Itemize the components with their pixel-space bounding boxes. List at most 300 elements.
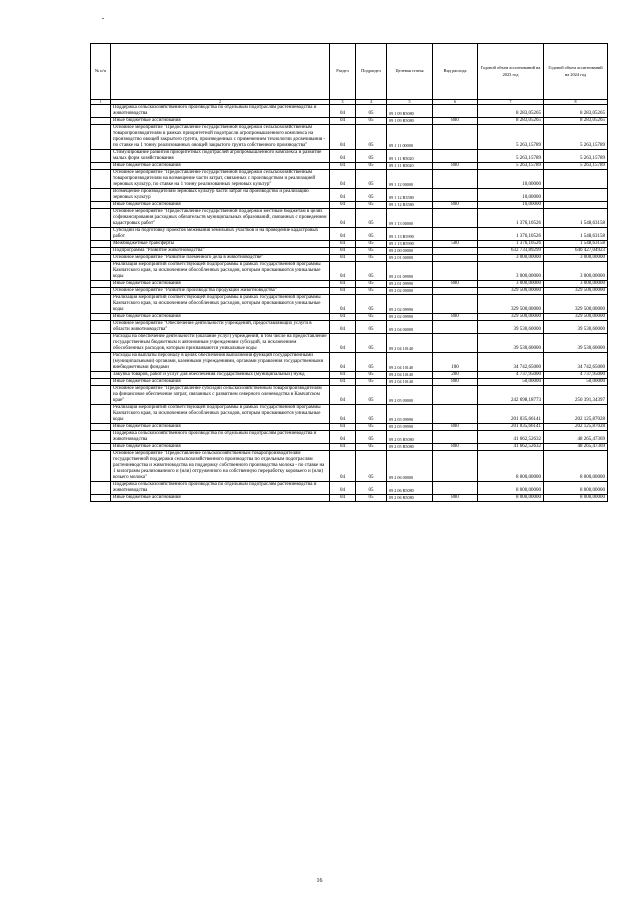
row-number-cell	[91, 424, 111, 431]
expense-name-cell: Поддержка сельскохозяйственного производства по отдельным подотраслям растениеводства и животноводства	[111, 431, 330, 444]
table-row	[91, 202, 608, 209]
razdel-cell: 04	[330, 163, 356, 170]
podrazdel-cell: 05	[356, 118, 387, 125]
row-number-cell	[91, 281, 111, 288]
podrazdel-cell: 05	[356, 314, 387, 321]
column-number: 7	[478, 100, 544, 105]
table-row	[91, 228, 608, 241]
target-article-cell: 09 2 02 09990	[387, 314, 433, 321]
table-row	[91, 424, 608, 431]
expense-type-cell	[433, 209, 478, 228]
amount-2024-cell: 8 000,00000	[544, 495, 608, 502]
razdel-cell: 04	[330, 386, 356, 405]
target-article-cell: 09 2 04 10140	[387, 379, 433, 386]
row-number-cell	[91, 482, 111, 495]
expense-type-cell	[433, 288, 478, 295]
row-number-cell	[91, 295, 111, 314]
table-row	[91, 314, 608, 321]
row-number-cell	[91, 255, 111, 262]
podrazdel-cell: 05	[356, 105, 387, 118]
podrazdel-cell: 05	[356, 241, 387, 248]
podrazdel-cell: 05	[356, 444, 387, 451]
expense-type-cell	[433, 482, 478, 495]
expense-type-cell	[433, 189, 478, 202]
expense-name-cell: Реализация мероприятий соответствующей подпрограммы в рамках государственной программы Камчатского края, за исключением обособленных расходов, которым присваиваются уникальные коды	[111, 405, 330, 424]
amount-2023-cell: 1 376,10526	[478, 209, 544, 228]
podrazdel-cell: 05	[356, 189, 387, 202]
row-number-cell	[91, 321, 111, 334]
target-article-cell: 09 2 04 10140	[387, 353, 433, 372]
amount-2023-cell: 10,00000	[478, 170, 544, 189]
table-row	[91, 255, 608, 262]
amount-2023-cell: 3 000,00000	[478, 255, 544, 262]
row-number-cell	[91, 372, 111, 379]
amount-2024-cell: 50,00000	[544, 379, 608, 386]
amount-2024-cell: 8 000,00000	[544, 451, 608, 482]
razdel-cell: 04	[330, 431, 356, 444]
amount-2023-cell: 201 035,66141	[478, 405, 544, 424]
expense-type-cell: 800	[433, 163, 478, 170]
expense-type-cell: 500	[433, 241, 478, 248]
razdel-cell: 04	[330, 241, 356, 248]
amount-2023-cell: 329 500,00000	[478, 314, 544, 321]
row-number-cell	[91, 262, 111, 281]
table-row	[91, 444, 608, 451]
expense-type-cell	[433, 170, 478, 189]
column-number: 1	[91, 100, 111, 105]
table-row	[91, 495, 608, 502]
table-row	[91, 405, 608, 424]
row-number-cell	[91, 314, 111, 321]
row-number-cell	[91, 163, 111, 170]
row-number-cell	[91, 431, 111, 444]
amount-2023-cell: 34 742,65000	[478, 353, 544, 372]
target-article-cell: 09 2 04 10140	[387, 372, 433, 379]
podrazdel-cell: 05	[356, 495, 387, 502]
podrazdel-cell: 05	[356, 255, 387, 262]
expense-name-cell: Поддержка сельскохозяйственного производства по отдельным подотраслям растениеводства и животноводства	[111, 482, 330, 495]
podrazdel-cell: 05	[356, 372, 387, 379]
row-number-cell	[91, 334, 111, 353]
expense-type-cell	[433, 255, 478, 262]
table-row	[91, 451, 608, 482]
budget-table	[90, 43, 608, 502]
amount-2023-cell: 201 035,66141	[478, 424, 544, 431]
amount-2023-cell: 41 662,52632	[478, 444, 544, 451]
expense-type-cell	[433, 321, 478, 334]
podrazdel-cell: 05	[356, 482, 387, 495]
expense-name-cell: Подпрограмма "Развитие животноводства"	[111, 248, 330, 255]
target-article-cell: 09 1 13 R5990	[387, 228, 433, 241]
row-number-cell	[91, 241, 111, 248]
expense-name-cell: Основное мероприятие "Обеспечение деятельности учреждений, предоставляющих услуги в области животноводства"	[111, 321, 330, 334]
col-name-header	[111, 44, 330, 100]
amount-2024-cell: 329 500,00000	[544, 295, 608, 314]
amount-2023-cell: 5 263,15789	[478, 163, 544, 170]
expense-name-cell: Иные бюджетные ассигнования	[111, 424, 330, 431]
col-razdel-header: Раздел	[330, 44, 356, 100]
razdel-cell: 04	[330, 105, 356, 118]
target-article-cell: 09 2 01 09990	[387, 262, 433, 281]
expense-name-cell: Расходы на выплаты персоналу в целях обеспечения выполнения функций государственными (муниципальными) органами, казенными учреждениями, органами управления государственными внебюджетными фондами	[111, 353, 330, 372]
razdel-cell: 04	[330, 125, 356, 150]
expense-name-cell: Иные бюджетные ассигнования	[111, 163, 330, 170]
table-row	[91, 281, 608, 288]
razdel-cell: 04	[330, 495, 356, 502]
podrazdel-cell: 05	[356, 288, 387, 295]
expense-type-cell	[433, 431, 478, 444]
row-number-cell	[91, 451, 111, 482]
expense-type-cell: 800	[433, 281, 478, 288]
podrazdel-cell: 05	[356, 353, 387, 372]
expense-type-cell	[433, 150, 478, 163]
expense-type-cell: 100	[433, 353, 478, 372]
razdel-cell: 04	[330, 334, 356, 353]
podrazdel-cell: 05	[356, 202, 387, 209]
amount-2024-cell: 8 283,05265	[544, 105, 608, 118]
page-number: 16	[316, 878, 323, 884]
razdel-cell: 04	[330, 228, 356, 241]
col-vr-header: Вид расхода	[433, 44, 478, 100]
row-number-cell	[91, 209, 111, 228]
target-article-cell: 09 1 09 R5080	[387, 118, 433, 125]
razdel-cell: 04	[330, 281, 356, 288]
expense-name-cell: Иные бюджетные ассигнования	[111, 314, 330, 321]
amount-2023-cell: 3 000,00000	[478, 281, 544, 288]
podrazdel-cell: 05	[356, 170, 387, 189]
table-row	[91, 334, 608, 353]
row-number-cell	[91, 150, 111, 163]
expense-name-cell: Иные бюджетные ассигнования	[111, 202, 330, 209]
expense-type-cell: 800	[433, 314, 478, 321]
amount-2023-cell: 329 500,00000	[478, 288, 544, 295]
amount-2024-cell	[544, 170, 608, 189]
target-article-cell: 09 1 13 00000	[387, 209, 433, 228]
table-row	[91, 379, 608, 386]
expense-type-cell	[433, 228, 478, 241]
expense-name-cell: Иные бюджетные ассигнования	[111, 281, 330, 288]
razdel-cell: 04	[330, 424, 356, 431]
podrazdel-cell: 05	[356, 248, 387, 255]
podrazdel-cell: 05	[356, 451, 387, 482]
table-row	[91, 431, 608, 444]
row-number-cell	[91, 228, 111, 241]
razdel-cell: 04	[330, 482, 356, 495]
expense-name-cell: Межбюджетные трансферты	[111, 241, 330, 248]
expense-type-cell: 800	[433, 202, 478, 209]
amount-2024-cell: 1 548,63158	[544, 228, 608, 241]
expense-name-cell: Основное мероприятие "Предоставление субсидии сельскохозяйственным товаропроизводителям на финансовое обеспечение затрат, связанных с развитием северного оленеводства в Камчатском крае"	[111, 386, 330, 405]
target-article-cell: 09 1 11 R5020	[387, 150, 433, 163]
podrazdel-cell: 05	[356, 431, 387, 444]
expense-name-cell: Иные бюджетные ассигнования	[111, 444, 330, 451]
amount-2023-cell: 242 698,18773	[478, 386, 544, 405]
expense-type-cell	[433, 334, 478, 353]
amount-2024-cell: 5 263,15789	[544, 150, 608, 163]
expense-name-cell: Основное мероприятие "Предоставление государственной поддержки сельскохозяйственным товаропроизводителям в рамках приоритетной подотрасли агропромышленного комплекса на производство овощей закрытого грунта, произведенных с применением технологии досвечивания - по ставке на 1 тонну реализованных овощей закрытого грунта собственного производства"	[111, 125, 330, 150]
razdel-cell: 04	[330, 118, 356, 125]
amount-2024-cell	[544, 189, 608, 202]
table-row	[91, 295, 608, 314]
row-number-cell	[91, 444, 111, 451]
row-number-cell	[91, 288, 111, 295]
razdel-cell: 04	[330, 262, 356, 281]
row-number-cell	[91, 405, 111, 424]
expense-type-cell: 200	[433, 372, 478, 379]
amount-2024-cell	[544, 202, 608, 209]
expense-name-cell: Расходы на обеспечение деятельности (оказание услуг) учреждений, в том числе на предоставление государственным бюджетным и автономным учреждениям субсидий, за исключением обособленных расходов, которым присваиваются уникальные коды	[111, 334, 330, 353]
amount-2023-cell: 1 376,10526	[478, 241, 544, 248]
target-article-cell: 09 2 05 09990	[387, 424, 433, 431]
table-row	[91, 209, 608, 228]
podrazdel-cell: 05	[356, 228, 387, 241]
amount-2023-cell: 5 263,15789	[478, 125, 544, 150]
expense-type-cell: 800	[433, 379, 478, 386]
amount-2024-cell: 250 391,34397	[544, 386, 608, 405]
amount-2024-cell: 640 427,04923	[544, 248, 608, 255]
amount-2024-cell: 329 500,00000	[544, 314, 608, 321]
table-row	[91, 241, 608, 248]
col-2023-header: Годовой объем ассигнований на 2023 год	[478, 44, 544, 100]
amount-2024-cell: 34 742,65000	[544, 353, 608, 372]
expense-name-cell: Основное мероприятие "Предоставление государственной поддержки местным бюджетам в целях софинансирования расходных обязательств муниципальных образований, связанных с проведением кадастровых работ"	[111, 209, 330, 228]
podrazdel-cell: 05	[356, 125, 387, 150]
expense-name-cell: Закупка товаров, работ и услуг для обеспечения государственных (муниципальных) нужд	[111, 372, 330, 379]
column-number: 8	[544, 100, 608, 105]
target-article-cell: 09 2 01 09990	[387, 281, 433, 288]
column-number: 3	[330, 100, 356, 105]
podrazdel-cell: 05	[356, 379, 387, 386]
podrazdel-cell: 05	[356, 295, 387, 314]
table-row	[91, 125, 608, 150]
expense-name-cell: Основное мероприятие "Предоставление государственной поддержки сельскохозяйственным товаропроизводителям на возмещение части затрат, связанных с производством и реализацией зерновых культур, по ставке на 1 тонну реализованных зерновых культур"	[111, 170, 330, 189]
expense-name-cell: Иные бюджетные ассигнования	[111, 379, 330, 386]
amount-2023-cell: 39 530,60000	[478, 334, 544, 353]
amount-2024-cell: 8 283,05265	[544, 118, 608, 125]
expense-name-cell: Реализация мероприятий соответствующей подпрограммы в рамках государственной программы Камчатского края, за исключением обособленных расходов, которым присваиваются уникальные коды	[111, 262, 330, 281]
target-article-cell: 09 1 12 R3580	[387, 202, 433, 209]
razdel-cell: 04	[330, 288, 356, 295]
table-row	[91, 105, 608, 118]
expense-type-cell: 800	[433, 444, 478, 451]
amount-2023-cell: 8 000,00000	[478, 451, 544, 482]
amount-2023-cell: 10,00000	[478, 202, 544, 209]
razdel-cell: 04	[330, 150, 356, 163]
table-row	[91, 386, 608, 405]
podrazdel-cell: 05	[356, 334, 387, 353]
amount-2023-cell: 8 283,05265	[478, 118, 544, 125]
expense-name-cell: Иные бюджетные ассигнования	[111, 118, 330, 125]
table-row	[91, 372, 608, 379]
target-article-cell: 09 1 12 00000	[387, 170, 433, 189]
amount-2024-cell: 39 530,60000	[544, 334, 608, 353]
row-number-cell	[91, 105, 111, 118]
row-number-cell	[91, 202, 111, 209]
expense-type-cell: 800	[433, 118, 478, 125]
table-row	[91, 321, 608, 334]
razdel-cell: 04	[330, 353, 356, 372]
expense-name-cell: Возмещение производителям зерновых культур части затрат на производство и реализацию зерновых культур	[111, 189, 330, 202]
table-row	[91, 353, 608, 372]
amount-2024-cell: 48 265,47369	[544, 431, 608, 444]
table-row	[91, 189, 608, 202]
header-row	[91, 44, 608, 100]
expense-type-cell	[433, 451, 478, 482]
column-number: 4	[356, 100, 387, 105]
row-number-cell	[91, 189, 111, 202]
amount-2024-cell: 4 737,95000	[544, 372, 608, 379]
expense-type-cell	[433, 405, 478, 424]
razdel-cell: 04	[330, 209, 356, 228]
podrazdel-cell: 05	[356, 386, 387, 405]
col-num-header: № п/п	[91, 44, 111, 100]
row-number-cell	[91, 118, 111, 125]
table-row	[91, 170, 608, 189]
amount-2024-cell: 202 125,87028	[544, 424, 608, 431]
amount-2023-cell: 10,00000	[478, 189, 544, 202]
expense-type-cell	[433, 248, 478, 255]
col-cs-header: Целевая статья	[387, 44, 433, 100]
amount-2024-cell: 3 000,00000	[544, 281, 608, 288]
expense-type-cell: 800	[433, 495, 478, 502]
expense-type-cell	[433, 295, 478, 314]
table-row	[91, 288, 608, 295]
amount-2023-cell: 632 733,89299	[478, 248, 544, 255]
razdel-cell: 04	[330, 248, 356, 255]
target-article-cell: 09 2 05 R5080	[387, 444, 433, 451]
expense-name-cell: Субсидии на подготовку проектов межевания земельных участков и на проведение кадастровых работ	[111, 228, 330, 241]
razdel-cell: 04	[330, 405, 356, 424]
podrazdel-cell: 05	[356, 321, 387, 334]
podrazdel-cell: 05	[356, 281, 387, 288]
target-article-cell: 09 2 05 00000	[387, 386, 433, 405]
expense-name-cell: Основное мероприятие "Развитие производства продукции животноводства"	[111, 288, 330, 295]
amount-2024-cell: 48 265,47369	[544, 444, 608, 451]
target-article-cell: 09 2 00 00000	[387, 248, 433, 255]
target-article-cell: 09 2 01 00000	[387, 255, 433, 262]
expense-name-cell: Иные бюджетные ассигнования	[111, 495, 330, 502]
expense-type-cell	[433, 262, 478, 281]
expense-type-cell	[433, 125, 478, 150]
amount-2023-cell: 8 000,00000	[478, 495, 544, 502]
scan-speck	[102, 18, 104, 19]
razdel-cell: 04	[330, 189, 356, 202]
row-number-cell	[91, 379, 111, 386]
expense-name-cell: Основное мероприятие "Развитие племенного дела в животноводстве"	[111, 255, 330, 262]
razdel-cell: 04	[330, 170, 356, 189]
amount-2024-cell: 3 000,00000	[544, 262, 608, 281]
amount-2023-cell: 5 263,15789	[478, 150, 544, 163]
expense-name-cell: Стимулирование развития приоритетных подотраслей агропромышленного комплекса и развитие малых форм хозяйствования	[111, 150, 330, 163]
column-number: 2	[111, 100, 330, 105]
razdel-cell: 04	[330, 314, 356, 321]
expense-name-cell: Основное мероприятие "Предоставление сельскохозяйственным товаропроизводителям государственной поддержки сельскохозяйственного производства по отдельным подотраслям растениеводства и животноводства на поддержку собственного производства молока - по ставке на 1 килограмм реализованного и (или) отгруженного на собственную переработку коровьего и (или) козьего молока"	[111, 451, 330, 482]
amount-2024-cell: 5 263,15789	[544, 125, 608, 150]
expense-name-cell: Реализация мероприятий соответствующей подпрограммы в рамках государственной программы Камчатского края, за исключением обособленных расходов, которым присваиваются уникальные коды	[111, 295, 330, 314]
row-number-cell	[91, 386, 111, 405]
target-article-cell: 09 2 06 R5080	[387, 482, 433, 495]
target-article-cell: 09 2 06 00000	[387, 451, 433, 482]
target-article-cell: 09 1 13 R5990	[387, 241, 433, 248]
table-row	[91, 150, 608, 163]
target-article-cell: 09 2 02 09990	[387, 295, 433, 314]
razdel-cell: 04	[330, 451, 356, 482]
podrazdel-cell: 05	[356, 150, 387, 163]
amount-2024-cell: 3 000,00000	[544, 255, 608, 262]
column-number: 5	[387, 100, 433, 105]
target-article-cell: 09 2 05 09990	[387, 405, 433, 424]
table-body	[91, 105, 608, 502]
table-row	[91, 163, 608, 170]
razdel-cell: 04	[330, 444, 356, 451]
razdel-cell: 04	[330, 321, 356, 334]
target-article-cell: 09 2 04 00000	[387, 321, 433, 334]
amount-2024-cell: 1 548,63158	[544, 209, 608, 228]
razdel-cell: 04	[330, 372, 356, 379]
target-article-cell: 09 2 02 00000	[387, 288, 433, 295]
podrazdel-cell: 05	[356, 262, 387, 281]
amount-2023-cell: 8 000,00000	[478, 482, 544, 495]
col-2024-header: Годовой объем ассигнований на 2024 год	[544, 44, 608, 100]
amount-2024-cell: 329 500,00000	[544, 288, 608, 295]
column-number: 6	[433, 100, 478, 105]
expense-type-cell	[433, 386, 478, 405]
amount-2023-cell: 3 000,00000	[478, 262, 544, 281]
table-row	[91, 118, 608, 125]
row-number-cell	[91, 353, 111, 372]
expense-type-cell: 800	[433, 424, 478, 431]
razdel-cell: 04	[330, 255, 356, 262]
row-number-cell	[91, 125, 111, 150]
target-article-cell: 09 1 12 R3580	[387, 189, 433, 202]
amount-2023-cell: 41 662,52632	[478, 431, 544, 444]
amount-2023-cell: 39 530,60000	[478, 321, 544, 334]
amount-2023-cell: 4 737,95000	[478, 372, 544, 379]
podrazdel-cell: 05	[356, 209, 387, 228]
amount-2024-cell: 1 548,63158	[544, 241, 608, 248]
target-article-cell: 09 2 05 R5080	[387, 431, 433, 444]
amount-2024-cell: 39 530,60000	[544, 321, 608, 334]
razdel-cell: 04	[330, 379, 356, 386]
podrazdel-cell: 05	[356, 405, 387, 424]
expense-type-cell	[433, 105, 478, 118]
target-article-cell: 09 2 04 10140	[387, 334, 433, 353]
target-article-cell: 09 2 06 R5080	[387, 495, 433, 502]
target-article-cell: 09 1 11 R5020	[387, 163, 433, 170]
amount-2023-cell: 1 376,10526	[478, 228, 544, 241]
row-number-cell	[91, 170, 111, 189]
podrazdel-cell: 05	[356, 424, 387, 431]
amount-2023-cell: 329 500,00000	[478, 295, 544, 314]
razdel-cell: 04	[330, 202, 356, 209]
target-article-cell: 09 1 11 00000	[387, 125, 433, 150]
razdel-cell: 04	[330, 295, 356, 314]
amount-2023-cell: 8 283,05265	[478, 105, 544, 118]
table-row	[91, 482, 608, 495]
podrazdel-cell: 05	[356, 163, 387, 170]
row-number-cell	[91, 248, 111, 255]
table-row	[91, 248, 608, 255]
table-row	[91, 262, 608, 281]
amount-2023-cell: 50,00000	[478, 379, 544, 386]
row-number-cell	[91, 495, 111, 502]
amount-2024-cell: 202 125,87028	[544, 405, 608, 424]
amount-2024-cell: 8 000,00000	[544, 482, 608, 495]
amount-2024-cell: 5 263,15789	[544, 163, 608, 170]
col-podrazdel-header: Подраздел	[356, 44, 387, 100]
target-article-cell: 09 1 09 R5080	[387, 105, 433, 118]
expense-name-cell: Поддержка сельскохозяйственного производства по отдельным подотраслям растениеводства и животноводства	[111, 105, 330, 118]
